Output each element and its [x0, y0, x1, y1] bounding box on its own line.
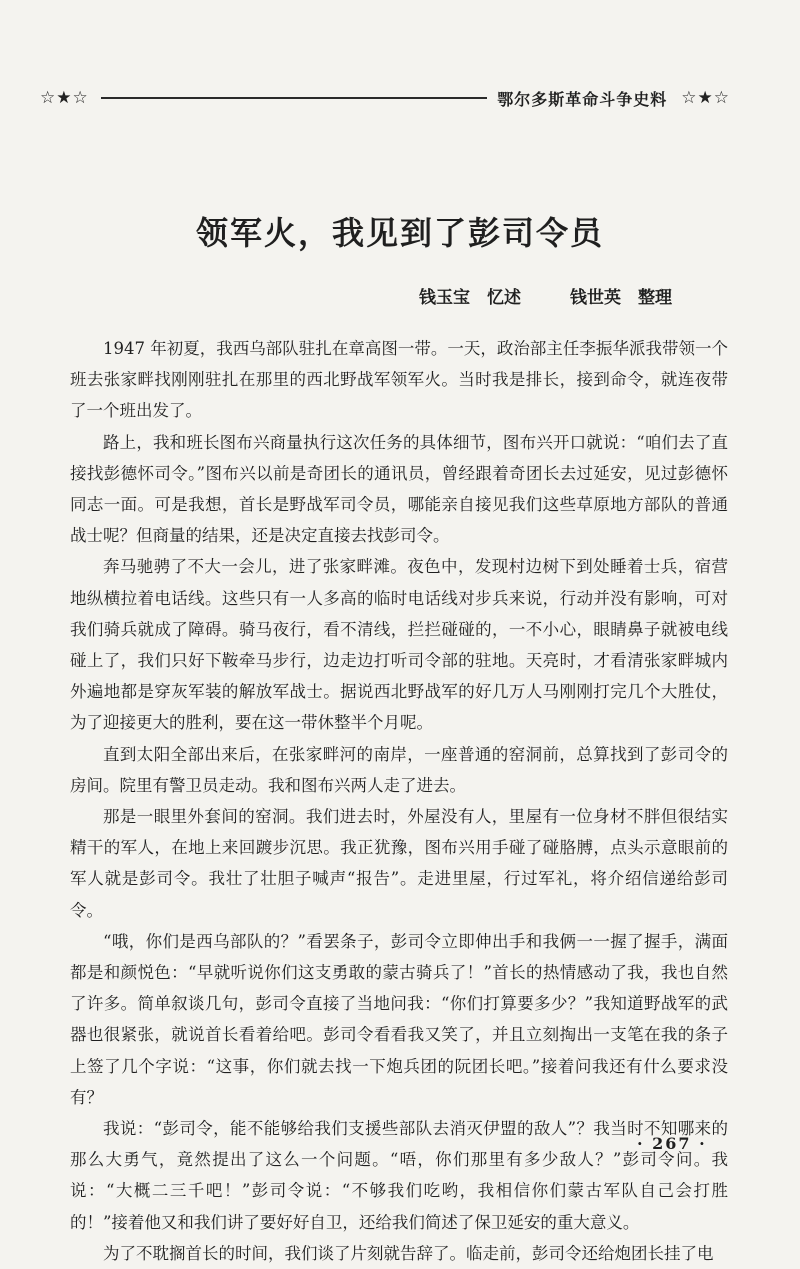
paragraph: 1947 年初夏，我西乌部队驻扎在章高图一带。一天，政治部主任李振华派我带领一个班去张家畔找刚刚驻扎在那里的西北野战军领军火。当时我是排长，接到命令，就连夜带了一个班出发了。 — [70, 339, 728, 421]
byline-editor: 钱世英 整理 — [570, 288, 672, 308]
header-rule — [101, 97, 488, 99]
byline-narrator: 钱玉宝 忆述 — [419, 288, 521, 308]
article-body — [70, 333, 728, 1269]
paragraph: 直到太阳全部出来后，在张家畔河的南岸，一座普通的窑洞前，总算找到了彭司令的房间。院里有警卫员走动。我和图布兴两人走了进去。 — [70, 744, 728, 795]
running-header — [40, 86, 730, 110]
paragraph: 为了不耽搁首长的时间，我们谈了片刻就告辞了。临走前，彭司令还给炮团长挂了电 — [103, 1243, 714, 1263]
star-ornament-right: ☆★☆ — [681, 88, 730, 108]
paragraph: 奔马驰骋了不大一会儿，进了张家畔滩。夜色中，发现村边树下到处睡着士兵，宿营地纵横拉着电话线。这些只有一人多高的临时电话线对步兵来说，行动并没有影响，可对我们骑兵就成了障碍。骑马夜行，看不清线，拦拦碰碰的，一不小心，眼睛鼻子就被电线碰上了，我们只好下鞍牵马步行，边走边打听司令部的驻地。天亮时，才看清张家畔城内外遍地都是穿灰军装的解放军战士。据说西北野战军的好几万人马刚刚打完几个大胜仗，为了迎接更大的胜利，要在这一带休整半个月呢。 — [70, 557, 728, 733]
series-title: 鄂尔多斯革命斗争史料 — [497, 89, 668, 109]
byline — [0, 283, 800, 307]
paragraph: 我说：“彭司令，能不能够给我们支援些部队去消灭伊盟的敌人”？我当时不知哪来的那么大勇气，竟然提出了这么一个问题。“唔，你们那里有多少敌人？”彭司令问。我说：“大概二三千吧！”彭司令说：“不够我们吃哟，我相信你们蒙古军队自己会打胜的！”接着他又和我们讲了要好好自卫，还给我们简述了保卫延安的重大意义。 — [70, 1119, 728, 1232]
page-number: · 267 · — [637, 1134, 707, 1153]
article-title: 领军火，我见到了彭司令员 — [195, 214, 604, 252]
paragraph: “哦，你们是西乌部队的？”看罢条子，彭司令立即伸出手和我俩一一握了握手，满面都是和颜悦色：“早就听说你们这支勇敢的蒙古骑兵了！”首长的热情感动了我，我也自然了许多。简单叙谈几句，彭司令直接了当地问我：“你们打算要多少？”我知道野战军的武器也很紧张，就说首长看着给吧。彭司令看看我又笑了，并且立刻掏出一支笔在我的条子上签了几个字说：“这事，你们就去找一下炮兵团的阮团长吧。”接着问我还有什么要求没有？ — [70, 931, 728, 1107]
star-ornament-left: ☆★☆ — [40, 88, 89, 108]
paragraph: 那是一眼里外套间的窑洞。我们进去时，外屋没有人，里屋有一位身材不胖但很结实精干的军人，在地上来回踱步沉思。我正犹豫，图布兴用手碰了碰胳膊，点头示意眼前的军人就是彭司令。我壮了壮胆子喊声“报告”。走进里屋，行过军礼，将介绍信递给彭司令。 — [70, 807, 728, 920]
paragraph: 路上，我和班长图布兴商量执行这次任务的具体细节，图布兴开口就说：“咱们去了直接找彭德怀司令。”图布兴以前是奇团长的通讯员，曾经跟着奇团长去过延安，见过彭德怀同志一面。可是我想，首长是野战军司令员，哪能亲自接见我们这些草原地方部队的普通战士呢？但商量的结果，还是决定直接去找彭司令。 — [70, 432, 728, 546]
